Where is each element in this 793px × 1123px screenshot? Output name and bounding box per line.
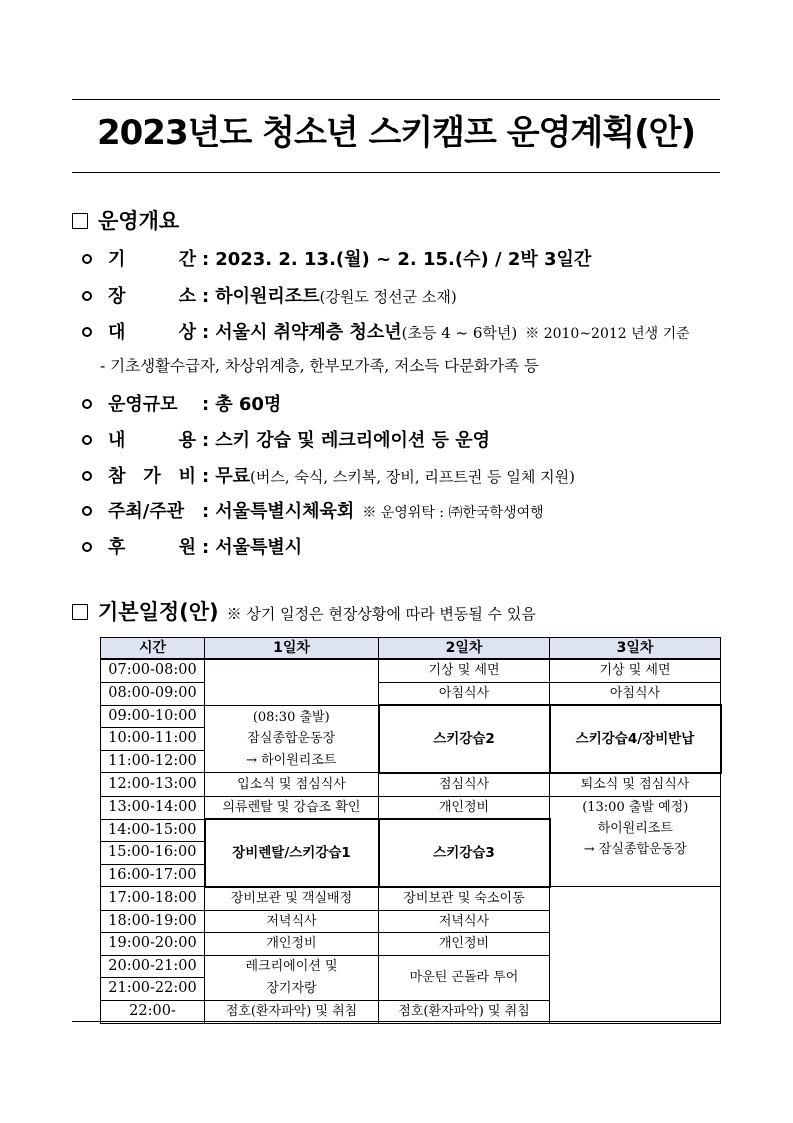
circle-bullet-icon <box>82 506 92 516</box>
day1-dinner: 저녁식사 <box>205 910 379 933</box>
day1-rental-group: 의류렌탈 및 강습조 확인 <box>205 796 379 819</box>
time-cell: 09:00-10:00 <box>101 705 205 728</box>
time-cell: 15:00-16:00 <box>101 842 205 865</box>
overview-item-content: 내 용 : 스키 강습 및 레크리에이션 등 운영 <box>82 426 490 452</box>
table-row <box>101 773 721 796</box>
day1-checkin-lunch: 입소식 및 점심식사 <box>205 773 379 796</box>
day2-wake: 기상 및 세면 <box>379 659 550 682</box>
day2-ski-lesson-2: 스키강습2 <box>379 705 550 773</box>
day1-ski-lesson-1: 장비렌탈/스키강습1 <box>205 819 379 887</box>
circle-bullet-icon <box>82 435 92 445</box>
overview-item-target: 대 상 : 서울시 취약계층 청소년(초등 4 ~ 6학년) ※ 2010~2012 년생 기준 <box>82 318 690 344</box>
time-cell: 19:00-20:00 <box>101 933 205 956</box>
bottom-rule <box>72 1021 720 1022</box>
circle-bullet-icon <box>82 327 92 337</box>
day3-checkout-lunch: 퇴소식 및 점심식사 <box>550 773 721 796</box>
time-cell: 12:00-13:00 <box>101 773 205 796</box>
title-bottom-rule <box>72 172 720 173</box>
day3-empty-cell <box>550 887 721 1023</box>
overview-item-period: 기 간 : 2023. 2. 13.(월) ~ 2. 15.(수) / 2박 3일간 <box>82 245 591 271</box>
header-day1: 1일차 <box>205 638 379 660</box>
overview-item-sponsor: 후 원 : 서울특별시 <box>82 533 302 559</box>
overview-item-host: 주최/주관 : 서울특별시체육회 ※ 운영위탁 : ㈜한국학생여행 <box>82 497 544 523</box>
day2-rollcall: 점호(환자파악) 및 취침 <box>379 1000 550 1023</box>
table-row <box>101 705 721 728</box>
checkbox-square-icon <box>72 213 88 229</box>
time-cell: 08:00-09:00 <box>101 682 205 705</box>
circle-bullet-icon <box>82 471 92 481</box>
day3-return: (13:00 출발 예정) 하이원리조트 → 잠실종합운동장 <box>550 796 721 887</box>
time-cell: 10:00-11:00 <box>101 728 205 751</box>
overview-item-fee: 참 가 비 : 무료(버스, 숙식, 스키복, 장비, 리프트권 등 일체 지원) <box>82 462 575 488</box>
table-row <box>101 659 721 682</box>
header-day3: 3일차 <box>550 638 721 660</box>
day2-lunch: 점심식사 <box>379 773 550 796</box>
day2-free-time: 개인정비 <box>379 796 550 819</box>
day1-storage-rooms: 장비보관 및 객실배정 <box>205 887 379 910</box>
day2-dinner: 저녁식사 <box>379 910 550 933</box>
day2-ski-lesson-3: 스키강습3 <box>379 819 550 887</box>
table-header-row <box>101 638 721 660</box>
time-cell: 14:00-15:00 <box>101 819 205 842</box>
table-row <box>101 682 721 705</box>
time-cell: 16:00-17:00 <box>101 864 205 887</box>
day1-empty-cell <box>205 659 379 705</box>
day1-free-time: 개인정비 <box>205 933 379 956</box>
circle-bullet-icon <box>82 254 92 264</box>
day2-breakfast: 아침식사 <box>379 682 550 705</box>
day2-free-time-evening: 개인정비 <box>379 933 550 956</box>
day3-ski-lesson-4: 스키강습4/장비반납 <box>550 705 721 773</box>
document-title: 2023년도 청소년 스키캠프 운영계획(안) <box>96 113 696 153</box>
time-cell: 22:00- <box>101 1000 205 1023</box>
day3-breakfast: 아침식사 <box>550 682 721 705</box>
overview-item-scale: 운영규모 : 총 60명 <box>82 390 281 416</box>
time-cell: 11:00-12:00 <box>101 750 205 773</box>
day2-gondola-tour: 마운틴 곤돌라 투어 <box>379 955 550 1000</box>
target-detail: - 기초생활수급자, 차상위계층, 한부모가족, 저소득 다문화가족 등 <box>100 357 539 375</box>
time-cell: 17:00-18:00 <box>101 887 205 910</box>
time-cell: 18:00-19:00 <box>101 910 205 933</box>
overview-item-place: 장 소 : 하이원리조트(강원도 정선군 소재) <box>82 282 457 308</box>
section-schedule-heading: 기본일정(안) ※ 상기 일정은 현장상황에 따라 변동될 수 있음 <box>72 596 536 626</box>
table-row <box>101 796 721 819</box>
table-row <box>101 887 721 910</box>
header-time: 시간 <box>101 638 205 660</box>
header-day2: 2일차 <box>379 638 550 660</box>
time-cell: 20:00-21:00 <box>101 955 205 978</box>
day1-recreation: 레크리에이션 및 장기자랑 <box>205 955 379 1000</box>
time-cell: 13:00-14:00 <box>101 796 205 819</box>
circle-bullet-icon <box>82 542 92 552</box>
day3-wake: 기상 및 세면 <box>550 659 721 682</box>
section-overview-heading: 운영개요 <box>72 205 179 235</box>
title-top-rule <box>72 99 720 100</box>
day2-storage-move: 장비보관 및 숙소이동 <box>379 887 550 910</box>
checkbox-square-icon <box>72 604 88 620</box>
circle-bullet-icon <box>82 399 92 409</box>
time-cell: 21:00-22:00 <box>101 978 205 1001</box>
circle-bullet-icon <box>82 291 92 301</box>
schedule-table <box>100 637 722 1024</box>
day1-departure: (08:30 출발) 잠실종합운동장 → 하이원리조트 <box>205 705 379 773</box>
day1-rollcall: 점호(환자파악) 및 취침 <box>205 1000 379 1023</box>
time-cell: 07:00-08:00 <box>101 659 205 682</box>
